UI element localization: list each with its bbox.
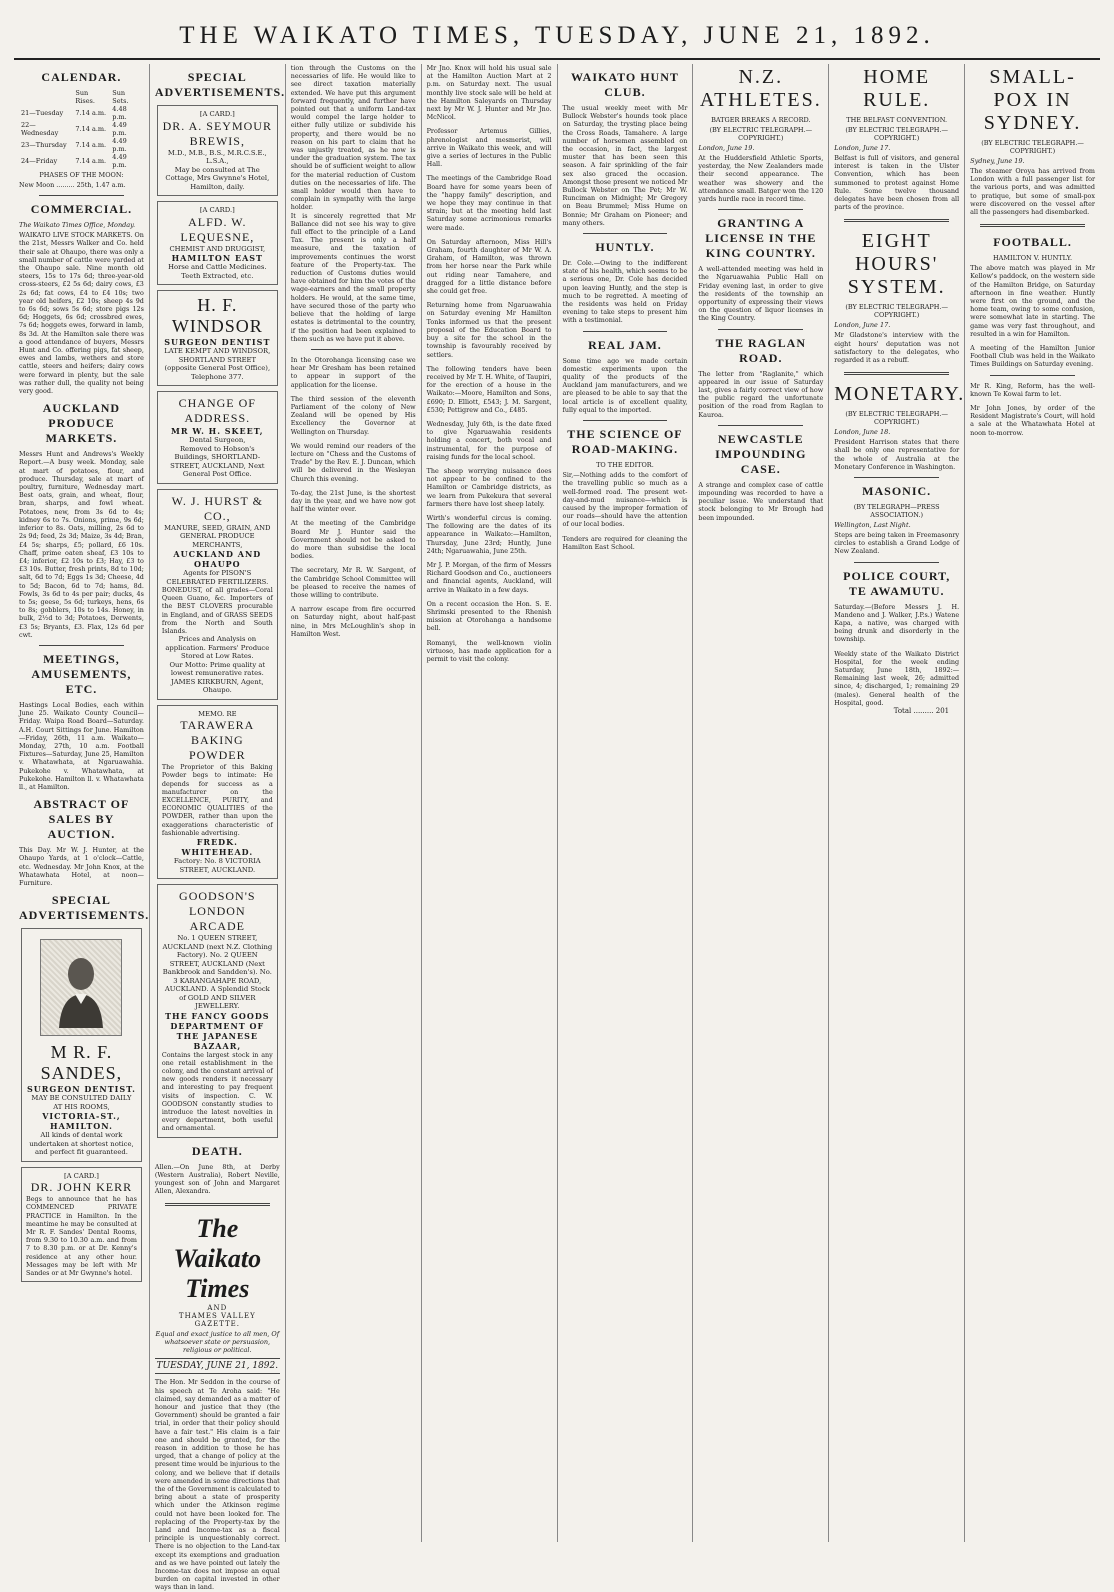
calendar-row [19,121,144,137]
football-sub: HAMILTON V. HUNTLY. [993,254,1073,263]
skeet-ad [157,391,278,484]
news-item: Wednesday, July 6th, is the date fixed to give Ngaruawahia residents holding a concert, both vocal and instrumental, for the purpose of raising funds for the local school. [426,419,552,461]
huntly-heading: HUNTLY. [595,240,655,255]
abstract-heading: ABSTRACT OF SALES BY AUCTION. [33,797,130,842]
goodson-ad [157,884,278,1138]
news-item: Mr Jno. Knox will hold his usual sale at the Hamilton Auction Mart at 2 p.m. on Saturday next. The usual monthly live stock sale will be held at the Hamilton Saleyards on Thursday next by Mr W. J. Hunter and Mr Jno. McNicol. [426,64,552,122]
monetary-dateline: London, June 18. [834,428,891,437]
leader-date: TUESDAY, JUNE 21, 1892. [155,1358,280,1374]
calendar-row [19,105,144,121]
skeet-body: Removed to Hobson's Buildings, SHORTLAND-STREET, AUCKLAND, Next General Post Office. [170,444,265,478]
nameplate-sub: THAMES VALLEY GAZETTE. [178,1312,256,1329]
baking-factory: Factory: No. 8 VICTORIA STREET, AUCKLAND. [173,857,261,874]
masthead-title: THE WAIKATO TIMES, TUESDAY, JUNE 21, 1892. [179,22,935,49]
baking-powder-ad [157,705,278,879]
real-jam-body: Some time ago we made certain domestic experiments upon the quality of the products of the Auckland jam manufacturers, and we are pleased to be able to say that the local article is of excellent quality, fully equal to the imported. [562,356,688,414]
baking-owner: FREDK. WHITEHEAD. [181,837,254,858]
kerr-body: Begs to announce that he has COMMENCED PRIVATE PRACTICE in Hamilton. In the meantime he may be consulted at Mr R. F. Sandes' Dental Rooms, from 9.30 to 10.30 a.m. and from 7 to 8.30 p.m. or at Dr. Kenny's residence at any other hour. Messages may be left with Mr Sandes or at Mr Gwynne's hotel. [26,1195,137,1278]
otorohanga-item: In the Otorohanga licensing case we hear Mr Gresham has been retained to appear in support of the application for the license. [290,355,416,389]
divider [583,331,668,332]
divider [844,219,949,222]
divider [844,372,949,375]
dentist-note: All kinds of dental work undertaken at shortest notice, and perfect fit guaranteed. [29,1131,134,1157]
column-3 [286,64,422,1542]
kerr-ad [21,1167,142,1283]
news-item: The meetings of the Cambridge Road Board have for some years been of the "happy family" description, and we hope they may continue in that strain; but at the meeting held last Saturday some acrimonious remarks were made. [426,174,552,232]
tenders-notice: Tenders are required for cleaning the Hamilton East School. [562,534,688,551]
athletes-dateline: London, June 19. [698,144,755,152]
death-heading: DEATH. [191,1143,243,1158]
hurst-body: MANURE, SEED, GRAIN, AND GENERAL PRODUCE MERCHANTS, [164,523,271,549]
calendar-cell: 4.48 p.m. [112,105,127,121]
divider [718,209,803,210]
calendar-cell: 23—Thursday [21,141,67,149]
special-ads-heading-2: SPECIAL ADVERTISEMENTS. [154,70,286,99]
news-item: A narrow escape from fire occurred on Saturday night, about half-past nine, in Mrs McLoughlin's shop in Hamilton West. [290,605,416,638]
brewis-card: [A CARD.] [199,110,235,118]
calendar-cell: 21—Tuesday [21,109,64,117]
masonic-heading: MASONIC. [862,484,932,499]
leader-body: The Hon. Mr Seddon in the course of his speech at Te Aroha said: "He claimed, say demanded as a matter of honour and justice that they (the Government) should be granted a fair trial, in order that their policy should have a fair test." His claim is a fair one and should be granted, for the reason in addition to those he has urged, that a change of policy at the present time would be injurious to the colony, and we believe that if details were amended in some directions that the of the Government is calculated to bring about a state of prosperity which under the Atkinson regime could not have been looked for. The replacing of the Property-tax by the Land and Income-tax as a fiscal principle is unquestionably correct. There is no objection to the Land-tax except its exemptions and graduation and as we have pointed out lately the Income-tax does not impose an equal burden on capital invested in other ways than in land. [154,1378,280,1592]
divider [718,425,803,426]
kerr-card: [A CARD.] [63,1171,99,1180]
column-6 [693,64,829,1542]
divider [854,477,939,478]
hurst-ad [157,489,278,700]
hospital-total: Total ......... 201 [893,707,950,716]
divider [980,224,1085,227]
hunt-club-body: The usual weekly meet with Mr Bullock Webster's hounds took place on Saturday, the trysting place being the Cross Roads, Tamahere. A large number of horsemen assembled on the occasion, in fact, the largest muster that has been seen this season. A fair sprinkling of the fair sex also graced the occasion. Amongst those present we noticed Mr Bullock Webster on The Pet; Mr W. Runciman on Midnight; Mr Gregory on Beau Brummel; Miss Hume on Bonnie; Mr Graham on Pioneer; and many others. [562,104,688,227]
brewis-quals: M.D., M.B., B.S., M.R.C.S.E., L.S.A., [167,148,267,165]
windsor-name: H. F. WINDSOR [171,295,263,336]
monetary-byline: (BY ELECTRIC TELEGRAPH.—COPYRIGHT.) [845,410,949,427]
lequesne-body: Horse and Cattle Medicines. Teeth Extracted, etc. [168,263,267,280]
column-2 [150,64,286,1592]
dentist-title: SURGEON DENTIST. [26,1084,136,1095]
raglan-heading: THE RAGLAN ROAD. [715,335,806,365]
portrait-icon [51,948,111,1028]
columns [14,64,1100,1592]
calendar-table [19,89,144,169]
windsor-title: SURGEON DENTIST [164,337,271,347]
goodson-name: GOODSON'S LONDON ARCADE [179,889,256,934]
kerr-name: DR. JOHN KERR [30,1180,133,1195]
divider [39,645,124,646]
skeet-title: Dental Surgeon, [189,436,246,444]
calendar-cell: 7.14 a.m. [75,141,107,149]
calendar-cell: Sun Rises. [75,89,95,105]
notice-item: Mr R. King, Reform, has the well-known Te Kowai farm to let. [970,381,1095,398]
column-7 [829,64,965,1542]
athletes-sub: BATGER BREAKS A RECORD. [711,116,811,124]
calendar-cell: 22—Wednesday [21,121,59,137]
lequesne-ad [157,201,278,285]
news-item: The sheep worrying nuisance does not appear to be confined to the Hamilton or Cambridge districts, as we learn from Pukekura that several farmers there have lost sheep lately. [426,466,552,508]
home-rule-sub: THE BELFAST CONVENTION. [846,116,948,124]
news-item: On Saturday afternoon, Miss Hill's Graham, fourth daughter of Mr W. A. Graham, of Hamilton, was thrown from her horse near the Park while out riding near Tamahere, and dragged for a little distance before she could get free. [426,237,552,296]
monetary-body: President Harrison states that there shall be only one representative for the whole of Australia at the Monetary Conference in Washington. [834,438,960,471]
newcastle-body: A strange and complex case of cattle impounding was recorded to have a peculiar issue. We understand that stock belonging to Mr Brough had been impounded. [698,480,824,522]
home-rule-byline: (BY ELECTRIC TELEGRAPH.—COPYRIGHT.) [845,126,949,142]
calendar-cell: 7.14 a.m. [75,157,107,165]
calendar-cell: 7.14 a.m. [75,109,107,117]
news-item: Mr J. P. Morgan, of the firm of Messrs Richard Goodson and Co., auctioneers and financial agents, Auckland, will arrive in Waikato in a few days. [426,560,552,594]
eight-hours-body: Mr Gladstone's interview with the eight hours' deputation was not satisfactory to the delegates, who regarded it as a rebuff. [834,331,960,365]
commercial-sub: The Waikato Times Office, Monday. [19,221,136,230]
calendar-cell: 4.49 p.m. [112,153,127,169]
police-court-body: Saturday.—(Before Messrs J. H. Mandeno and J. Walker, J.P.s.) Watene Kapa, a native, was charged with being drunk and disorderly in the township. [834,602,960,644]
news-item: We would remind our readers of the lecture on "Chess and the Customs of Trade" by the Rev. E. J. Duncan, which will be delivered in the Wesleyan Church this evening. [290,441,416,483]
brewis-ad [157,105,278,196]
abstract-body: This Day. Mr W. J. Hunter, at the Ohaupo Yards, at 1 o'clock—Cattle, etc. Wednesday. Mr John Knox, at the Whatawhata Hotel, at noon—Furniture. [19,846,144,887]
dentist-address: VICTORIA-ST., HAMILTON. [42,1111,121,1132]
bazaar-body: Contains the largest stock in any one retail establishment in the colony, and the constant arrival of new goods renders it necessary and interesting to pay frequent visits of inspection. C. W. GOODSON constantly studies to introduce the latest novelties in every department, both useful and ornamental. [161,1050,273,1133]
masonic-dateline: Wellington, Last Night. [834,521,911,530]
divider [990,375,1075,376]
column-5 [558,64,694,1542]
baking-name: TARAWERA BAKING POWDER [180,718,255,763]
column-4 [422,64,558,1542]
news-item: Romanyi, the well-known violin virtuoso, has made application for a permit to visit the colony. [426,638,552,663]
masthead [14,14,1100,60]
hunt-club-heading: WAIKATO HUNT CLUB. [570,70,679,99]
meetings-heading: MEETINGS, AMUSEMENTS, ETC. [31,651,132,696]
news-item: At the meeting of the Cambridge Board Mr J. Hunter said the Government should not be asked to do more than subsidise the local bodies. [290,519,416,561]
police-court-heading: POLICE COURT, TE AWAMUTU. [843,568,951,598]
smallpox-dateline: Sydney, June 19. [970,157,1025,165]
moon-line: New Moon ......... 25th, 1.47 a.m. [19,181,126,189]
road-making-heading: THE SCIENCE OF ROAD-MAKING. [567,427,683,457]
smallpox-byline: (BY ELECTRIC TELEGRAPH.—COPYRIGHT.) [981,139,1084,155]
dentist-ad [21,928,142,1162]
bazaar-heading: THE FANCY GOODS DEPARTMENT OF THE JAPANESE BAZAAR, [165,1010,270,1051]
eight-hours-byline: (BY ELECTRIC TELEGRAPH.—COPYRIGHT.) [845,303,949,320]
smallpox-body: The steamer Oroya has arrived from London with a full passenger list for the various ports, and was admitted to pratique, but some of small-pox were discovered on the vessel after all the passengers had disembarked. [970,167,1095,217]
hurst-prices: Prices and Analysis on application. Farmers' Produce Stored at Low Rates. [165,635,270,661]
notice-item: Mr John Jones, by order of the Resident Magistrate's Court, will hold a sale at the Whatawhata Hotel at noon to-morrow. [970,404,1095,437]
real-jam-heading: REAL JAM. [588,337,662,352]
calendar-row [19,89,144,105]
meetings-body: Hastings Local Bodies, each within June 25. Waikato County Council—Friday. Waipa Road Board—Saturday. A.H. Court Sittings for June. Hamilton—Friday, 26th, 11 a.m. Waikato—Monday, 27th, 10 a.m. Football Fixtures—Saturday, June 25, Hamilton v. Whatawhata, at Ngaruawahia. Pukekohe v. Whatawhata, at Pukekohe. Hamilton ll. v. Whatawhata ll., at Hamilton. [19,700,144,791]
hurst-agents: Agents for PISON'S CELEBRATED FERTILIZERS. [166,569,269,586]
news-item: Professor Artemus Gillies, phrenologist and mesmerist, will arrive in Waikato this week, and will give a series of lectures in the Public Hall. [426,127,552,169]
divider [583,420,668,421]
hurst-name: W. J. HURST & CO., [171,493,263,523]
divider [311,349,396,350]
lequesne-title: CHEMIST AND DRUGGIST, [169,244,266,253]
lequesne-card: [A CARD.] [199,206,235,214]
hospital-report: Weekly state of the Waikato District Hospital, for the week ending Saturday, June 18th, 1892:—Remaining last week, 26; admitted since, 4; discharged, 1; remaining 29 (males). General health of the Hospital, good. [834,649,960,707]
auckland-produce-heading: AUCKLAND PRODUCE MARKETS. [42,401,121,446]
athletes-body: At the Huddersfield Athletic Sports, yesterday, the New Zealanders made their second appearance. The weather was showery and the attendance small. Batger won the 120 yards hurdle race in record time. [698,154,824,204]
brewis-name: DR. A. SEYMOUR BREWIS, [162,118,272,148]
calendar-cell: 7.14 a.m. [75,125,107,133]
news-item: Wirth's wonderful circus is coming. The following are the dates of its appearance in Waikato:—Hamilton, Thursday, June 23rd; Huntly, June 24th; Ngaruawahia, June 25th. [426,513,552,555]
news-item: Returning home from Ngaruawahia on Saturday evening Mr Hamilton Tonks informed us that the present proposal of the Education Board to buy a site for the school in the township is favourably received by settlers. [426,301,552,359]
home-rule-dateline: London, June 17. [834,144,891,152]
baking-memo: MEMO. RE [198,709,237,718]
brewis-body: May be consulted at The Cottage, Mrs Gwynne's Hotel, Hamilton, daily. [165,165,270,191]
goodson-body: No. 1 QUEEN STREET, AUCKLAND (next N.Z. Clothing Factory). No. 2 QUEEN STREET, AUCKLAND (Next Bankbrook and Sandden's). No. 3 KARANGAHAPE ROAD, AUCKLAND. A Splendid Stock of GOLD AND SILVER JEWELLERY. [162,934,273,1011]
lequesne-name: ALFD. W. LEQUESNE, [180,214,255,244]
moon-phases-label: PHASES OF THE MOON: [39,171,124,179]
huntly-body: Dr. Cole.—Owing to the indifferent state of his health, which seems to be a serious one, Dr. Cole has decided upon leaving Huntly, and the step is much to be regretted. A meeting of the residents was held on Friday evening to take steps to present him with a testimonial. [562,259,688,325]
calendar-cell: 24—Friday [21,157,58,165]
eight-hours-heading: EIGHT HOURS' SYSTEM. [847,230,946,299]
calendar-cell: 4.49 p.m. [112,137,127,153]
nameplate-motto: Equal and exact justice to all men, Of whatsoever state or persuasion, religious or political. [155,1330,280,1355]
dentist-body: MAY BE CONSULTED DAILY AT HIS ROOMS, [31,1094,132,1111]
football-heading: FOOTBALL. [993,235,1072,250]
commercial-heading: COMMERCIAL. [30,202,133,217]
auckland-produce-body: Messrs Hunt and Andrews's Weekly Report.—A busy week. Monday, sale at mart of potatoes, flour, and produce. Thursday, sale at mart of poultry, furniture, Wednesday mart. Best oats, grain, and wheat, flour, bran, sharps, and fowl wheat. Potatoes, new, from 3s 6d to 4s; kidney 6s to 7s. Onions, prime, 9s 6d; inferior to 8s. Oats, milling, 2s 6d to 2s 9d; feed, 2s 3d; Maize, 3s 4d; Bran, £4 5s; sharps, £5; pollard, £6 10s. Chaff, prime oaten sheaf, £3 10s to £4; inferior, £2 10s to £3; Hay, £3 to £3 10s. Butter, fresh prints, 8d to 10d; salt, 6d to 7d; Eggs 1s 3d; Cheese, 4d to 5d; Bacon, 6d to 7d; hams, 8d. Fowls, 3s 6d to 4s per pair; ducks, 4s to 5s; geese, 5s 6d; turkeys, hens, 6s to 8s; gobblers, 10s to 14s. Honey, in bulk, 2½d to 3d; Potatoes, Derwents, £3 5s; Bryants, £3. Flax, 12s 6d per cwt. [19,450,144,639]
monetary-heading: MONETARY. [834,383,966,406]
hurst-motto: Our Motto: Prime quality at lowest remunerative rates. JAMES KIRKBURN, Agent, Ohaupo. [169,660,266,695]
athletes-byline: (BY ELECTRIC TELEGRAPH.—COPYRIGHT.) [709,126,813,142]
windsor-ad [157,290,278,386]
masonic-byline: (BY TELEGRAPH—PRESS ASSOCIATION.) [853,503,940,520]
nameplate-title: The Waikato Times [173,1214,262,1304]
nameplate-and: AND [207,1304,228,1313]
news-item: The following tenders have been received by Mr T. H. White, of Taupiri, for the erection of a house in the Waikato:—Moore, Hamilton and Sons, £690; D. Elliott, £543; J. M. Sargent, £530; Pettigrew and Co., £485. [426,364,552,414]
calendar-row [19,137,144,153]
raglan-body: The letter from "Raglanite," which appeared in our issue of Saturday last, gives a fairly correct view of how the public regard the unfortunate position of the road from Raglan to Kauroa. [698,369,824,419]
hurst-more: BONEDUST, of all grades—Coral Queen Guano, &c. Importers of the BEST CLOVERS procurable in England, and of GRASS SEEDS from the North and South Islands. [161,586,273,636]
baking-body: The Proprietor of this Baking Powder begs to intimate: He depends for success as a manufacturer on the EXCELLENCE, PURITY, and ECONOMIC QUALITIES of the POWDER, rather than upon the exaggerations characteristic of fashionable advertising. [161,763,273,837]
dentist-portrait [40,939,122,1036]
windsor-body: LATE KEMPT AND WINDSOR, SHORTLAND STREET (opposite General Post Office), Telephone 377. [164,347,271,381]
skeet-name: MR W. H. SKEET, [171,426,264,436]
football-body: The above match was played in Mr Kellow's paddock, on the western side of the Hamilton Bridge, on Saturday afternoon in fine weather. Huntly were first on the ground, and the home team, owing to some confusion, were somewhat late in starting. The game was very fast throughout, and resulted in a win for Hamilton. [970,264,1095,338]
nameplate [155,1214,280,1354]
hurst-place: AUCKLAND AND OHAUPO [173,549,262,569]
home-rule-body: Belfast is full of visitors, and general interest is taken in the Ulster Convention, which has been summoned to protest against Home Rule. Some twelve thousand delegates have been chosen from all parts of the province. [834,154,960,212]
home-rule-heading: HOME RULE. [863,66,931,111]
news-item: The third session of the eleventh Parliament of the colony of New Zealand will be opened by His Excellency the Governor at Wellington on Thursday. [290,394,416,436]
divider [583,233,668,234]
leader-continued-2: It is sincerely regretted that Mr Ballance did not see his way to give full effect to the principle of a Land Tax. The present is only a half measure, and the taxation of improvements continues the worst feature of the Property-tax. The reduction of Customs duties would have obtained for him the votes of the wage-earners and the small property holders. He would, at the same time, have secured those of the party who believe that the holding of large estates is detrimental to the country, if the position had been explained to them such as we have put it above. [290,211,416,343]
lequesne-address: HAMILTON EAST [171,253,263,263]
column-1 [14,64,150,1542]
divider [718,329,803,330]
dentist-name: M R. F. SANDES, [40,1042,123,1084]
news-item: The secretary, Mr R. W. Sargent, of the Cambridge School Committee will be pleased to receive the names of those willing to contribute. [290,566,416,599]
column-8 [965,64,1100,1542]
calendar-row [19,153,144,169]
licence-heading: GRANTING A LICENSE IN THE KING COUNTRY. [705,216,817,261]
football-meeting: A meeting of the Hamilton Junior Football Club was held in the Waikato Times Buildings on Saturday evening. [970,344,1095,369]
masonic-body: Steps are being taken in Freemasonry circles to establish a Grand Lodge of New Zealand. [834,531,960,556]
commercial-body: WAIKATO LIVE STOCK MARKETS. On the 21st, Messrs Walker and Co. held their sale at Ohaupo, there was only a small number of cattle were yarded at the Ohaupo sale. Nine month old steers, 15s to 17s 6d; three-year-old cross-steers, £2 5s 6d; dairy cows, £3 2s 6d; fat cows, £4 to £4 10s; two year old heifers, £2 10s; sheep 4s 9d to 6s 6d; sows 5s 6d; store pigs 12s 6d; Hoggets, 6s 6d; crossbred ewes, 7s 6d; hoggets ewes, forward in lamb, 8s 3d. At the Hamilton sale there was a good attendance of buyers, Messrs Hunt and Co. offering pigs, fat sheep, ewes and lambs, wethers and store cattle, steers and heifers; dairy cows were forward in plenty, but the sale was rather dull, the quality not being very good. [19,231,144,396]
calendar-cell: Sun Sets. [112,89,129,105]
special-ads-heading: SPECIAL ADVERTISEMENTS. [19,893,150,923]
calendar-cell [19,89,73,105]
road-making-sub: TO THE EDITOR. [596,461,654,470]
newcastle-heading: NEWCASTLE IMPOUNDING CASE. [715,431,807,476]
divider [854,562,939,563]
divider [165,1203,270,1206]
smallpox-heading: SMALL-POX IN SYDNEY. [983,66,1082,134]
calendar-cell: 4.49 p.m. [112,121,127,137]
eight-hours-dateline: London, June 17. [834,321,891,330]
skeet-heading: CHANGE OF ADDRESS. [178,396,256,425]
death-body: Allen.—On June 8th, at Derby (Western Australia), Robert Neville, youngest son of John and Margaret Allen, Alexandra. [154,1162,280,1196]
athletes-heading: N.Z. ATHLETES. [699,66,822,111]
calendar-heading: CALENDAR. [41,70,122,84]
news-item: On a recent occasion the Hon. S. E. Shrimski presented to the Rhenish mission at Otorohanga a handsome bell. [426,599,552,633]
road-making-body: Sir,—Nothing adds to the comfort of the travelling public so much as a well-formed road. The present wet-day-and-mud nuisance—which is caused by the improper formation of our roads—should have the attention of our local bodies. [562,471,688,529]
leader-continued: tion through the Customs on the necessaries of life. He would like to see direct taxation materially extended. We have put this argument forward frequently, and further have pointed out that a uniform Land-tax would compel the large holder to either fully utilize or subdivide his property, and there would be no reason on his part to claim that he was unjustly treated, as he now is under the graduation system. The tax should be of sufficient weight to allow for the material reduction of Custom duties on the necessaries of life. The small holder would then have to complain in sympathy with the large holder. [290,64,416,212]
news-item: To-day, the 21st June, is the shortest day in the year, and we have now got half the winter over. [290,488,416,514]
divider [39,195,124,196]
licence-body: A well-attended meeting was held in the Ngaruawahia Public Hall on Friday evening last, in order to give the residents of the township an opportunity of expressing their views on the question of liquor licenses in the King Country. [698,265,824,323]
